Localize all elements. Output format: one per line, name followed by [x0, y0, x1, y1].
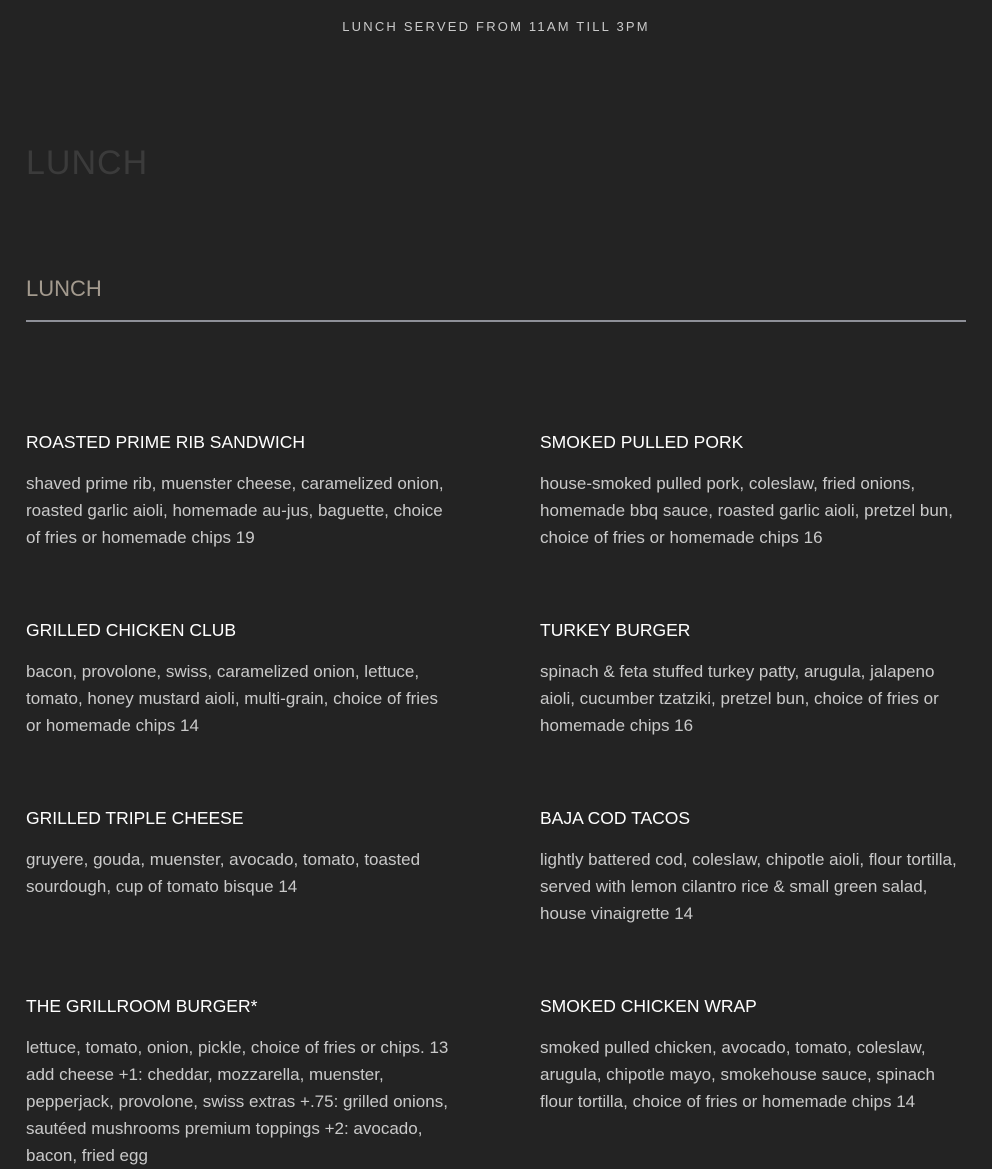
menu-item-name: ROASTED PRIME RIB SANDWICH — [26, 432, 306, 452]
menu-item-name: BAJA COD TACOS — [540, 808, 691, 828]
menu-item-name: TURKEY BURGER — [540, 620, 691, 640]
menu-item-name: GRILLED TRIPLE CHEESE — [26, 808, 244, 828]
section-divider — [26, 320, 966, 322]
page-title: LUNCH — [26, 144, 149, 182]
menu-item-chicken-wrap — [540, 995, 968, 1115]
menu-item-description: lightly battered cod, coleslaw, chipotle aioli, flour tortilla, served with lemon cilantro rice & small green salad, house vinaigrette 14 — [540, 850, 957, 923]
menu-item-name: THE GRILLROOM BURGER* — [26, 996, 258, 1016]
menu-item-turkey-burger — [540, 619, 968, 739]
menu-item-description: spinach & feta stuffed turkey patty, arugula, jalapeno aioli, cucumber tzatziki, pretzel bun, choice of fries or homemade chips 16 — [540, 662, 939, 735]
lunch-hours-banner: LUNCH SERVED FROM 11AM TILL 3PM — [342, 19, 650, 34]
menu-item-name: SMOKED CHICKEN WRAP — [540, 996, 757, 1016]
menu-item-prime-rib — [26, 431, 454, 551]
menu-item-description: lettuce, tomato, onion, pickle, choice of fries or chips. 13 add cheese +1: cheddar, mozzarella, muenster, pepperjack, provolone, swiss extras +.75: grilled onions, sautéed mushrooms premium toppings +2: avocado, bacon, fried egg — [26, 1038, 449, 1165]
menu-item-grillroom-burger — [26, 995, 454, 1169]
menu-item-name: GRILLED CHICKEN CLUB — [26, 620, 237, 640]
menu-item-description: smoked pulled chicken, avocado, tomato, coleslaw, arugula, chipotle mayo, smokehouse sauce, spinach flour tortilla, choice of fries or homemade chips 14 — [540, 1038, 936, 1111]
menu-item-description: house-smoked pulled pork, coleslaw, fried onions, homemade bbq sauce, roasted garlic aioli, pretzel bun, choice of fries or homemade chips 16 — [540, 474, 953, 547]
menu-item-description: shaved prime rib, muenster cheese, caramelized onion, roasted garlic aioli, homemade au-jus, baguette, choice of fries or homemade chips 19 — [26, 474, 444, 547]
section-title: LUNCH — [26, 276, 102, 301]
menu-item-cod-tacos — [540, 807, 968, 927]
menu-item-description: gruyere, gouda, muenster, avocado, tomato, toasted sourdough, cup of tomato bisque 14 — [26, 850, 421, 896]
menu-item-description: bacon, provolone, swiss, caramelized onion, lettuce, tomato, honey mustard aioli, multi-grain, choice of fries or homemade chips 14 — [26, 662, 438, 735]
menu-item-name: SMOKED PULLED PORK — [540, 432, 744, 452]
menu-item-pulled-pork — [540, 431, 968, 551]
menu-item-triple-cheese — [26, 807, 454, 900]
menu-item-chicken-club — [26, 619, 454, 739]
